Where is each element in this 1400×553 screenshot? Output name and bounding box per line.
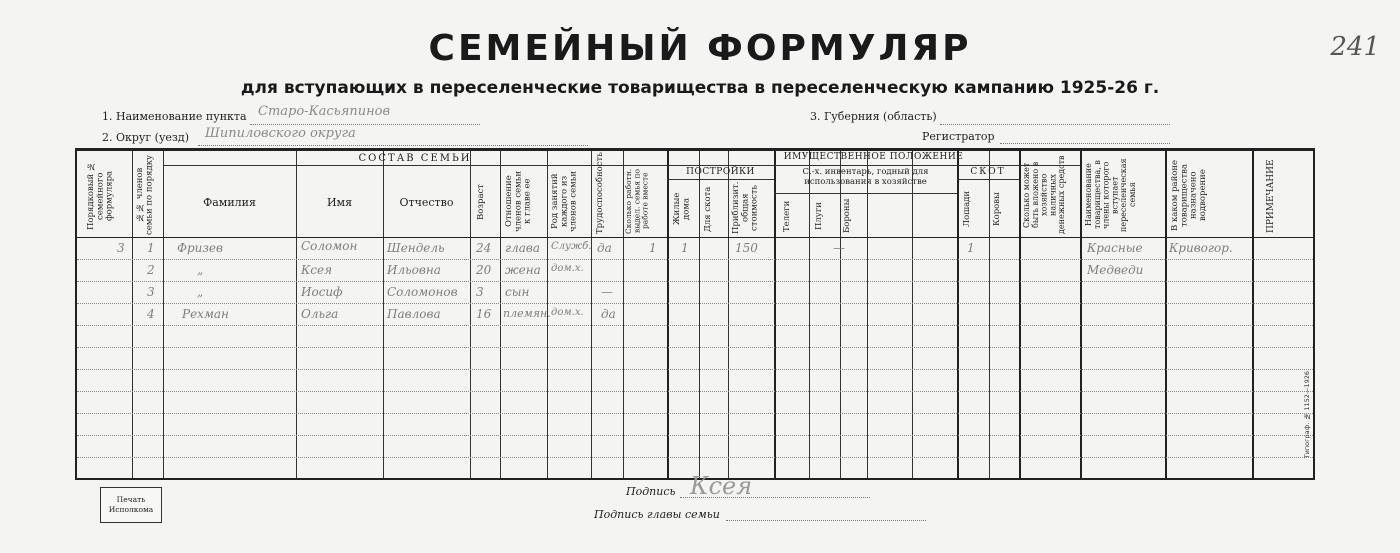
- cell-trud[interactable]: —: [601, 285, 613, 299]
- col-line: [1080, 151, 1082, 478]
- cell-otchestvo[interactable]: Ильовна: [387, 263, 441, 277]
- cell-imya[interactable]: Ольга: [301, 307, 339, 321]
- cell-rod[interactable]: дом.х.: [551, 307, 584, 318]
- col-line: [840, 151, 841, 478]
- hdr-korovy: Коровы: [992, 192, 1002, 226]
- col-line: [728, 151, 729, 478]
- cell-vozrast[interactable]: 20: [476, 263, 492, 277]
- hdr-trudosposobnost: Трудоспособность: [595, 152, 605, 234]
- cell-member[interactable]: 1: [147, 241, 155, 255]
- row-line: [77, 369, 1313, 370]
- cell-seq[interactable]: 3: [117, 241, 125, 255]
- col-line: [667, 151, 669, 478]
- cell-trud[interactable]: да: [601, 307, 616, 321]
- family-table: [75, 148, 1315, 480]
- row-line: [77, 347, 1313, 348]
- cell-vozrast[interactable]: 24: [476, 241, 492, 255]
- hdr-zhilye: Жилые дома: [672, 192, 692, 226]
- group-imushchestvo: ИМУЩЕСТВЕННОЕ ПОЛОЖЕНИЕ: [783, 152, 964, 162]
- hdr-vozrast: Возраст: [476, 184, 486, 220]
- col-line: [1019, 151, 1021, 478]
- signature-label: Подпись: [626, 485, 676, 498]
- cell-otchestvo[interactable]: Соломонов: [387, 285, 458, 299]
- col-line: [1252, 151, 1254, 478]
- cell-rod[interactable]: дом.х.: [551, 263, 584, 274]
- cell-otnoshenie[interactable]: сын: [505, 285, 530, 299]
- cell-familiya[interactable]: Фризев: [177, 241, 224, 255]
- group-line-postroyki: [667, 179, 774, 180]
- guberniya-label: 3. Губерния (область): [810, 110, 937, 123]
- form-title: СЕМЕЙНЫЙ ФОРМУЛЯР: [428, 28, 972, 69]
- guberniya-line[interactable]: [940, 124, 1170, 125]
- printer-note: Типограф. № 1152—1926: [1303, 371, 1311, 459]
- cell-familiya[interactable]: Рехман: [182, 307, 229, 321]
- hdr-otnoshenie: Отношение членов семьи к главе ее: [504, 170, 533, 232]
- cell-otnoshenie[interactable]: племян.: [503, 307, 551, 320]
- cell-otnoshenie[interactable]: глава: [505, 241, 540, 255]
- cell-trud[interactable]: да: [597, 241, 612, 255]
- cell-rabotn[interactable]: 1: [649, 241, 657, 255]
- cell-otchestvo[interactable]: Шендель: [387, 241, 445, 255]
- cell-tovarishchestvo[interactable]: Красные: [1087, 241, 1143, 255]
- punkt-value[interactable]: Старо-Касьяпинов: [258, 104, 391, 119]
- group-sostav: СОСТАВ СЕМЬИ: [358, 153, 472, 164]
- col-line: [591, 151, 592, 478]
- okrug-value[interactable]: Шипиловского округа: [205, 126, 356, 141]
- head-signature-label: Подпись главы семьи: [594, 508, 720, 521]
- cell-member[interactable]: 2: [147, 263, 155, 277]
- group-postroyki: ПОСТРОЙКИ: [686, 167, 755, 177]
- hdr-dlya-skota: Для скота: [703, 186, 713, 232]
- hdr-primechanie: ПРИМЕЧАНИЕ: [1266, 159, 1276, 233]
- group-line-imushchestvo: [667, 165, 1080, 166]
- cell-tovarishchestvo[interactable]: Медведи: [1087, 263, 1144, 277]
- hdr-imya: Имя: [326, 196, 353, 209]
- hdr-borony: Бороны: [842, 198, 852, 234]
- hdr-tovarishchestvo: Наименование товарищества, в члены которого вступает переселенческая семья: [1084, 158, 1137, 232]
- hdr-dengi: Сколько может быть вложено в хозяйство наличных денежных средств: [1022, 155, 1067, 235]
- punkt-label: 1. Наименование пункта: [102, 110, 247, 123]
- row-line: [77, 413, 1313, 414]
- hdr-seq-no: Порядковый № семейного формуляра: [86, 161, 115, 231]
- punkt-line: [250, 124, 480, 125]
- hdr-loshadi: Лошади: [962, 190, 972, 228]
- head-signature-line[interactable]: [726, 520, 926, 521]
- okrug-label: 2. Округ (уезд): [102, 131, 189, 144]
- hdr-familiya: Фамилия: [203, 196, 256, 209]
- hdr-stoimost: Приблизит. общая стоимость: [731, 181, 760, 235]
- cell-imya[interactable]: Иосиф: [301, 285, 343, 299]
- cell-member[interactable]: 4: [147, 307, 155, 321]
- group-line-sostav: [163, 165, 667, 166]
- col-line: [132, 151, 133, 478]
- group-line-inventar: [774, 193, 957, 194]
- col-line: [809, 151, 810, 478]
- hdr-otchestvo: Отчество: [399, 196, 454, 209]
- group-skot: СКОТ: [970, 167, 1006, 177]
- col-line: [912, 151, 913, 478]
- cell-otchestvo[interactable]: Павлова: [387, 307, 441, 321]
- row-line: [77, 391, 1313, 392]
- hdr-member-no: №№ членов семьи по порядку: [135, 154, 155, 235]
- signature-value[interactable]: Ксея: [690, 472, 753, 500]
- cell-imya[interactable]: Ксея: [301, 263, 333, 277]
- row-line: [77, 435, 1313, 436]
- hdr-skolko-rabotn: Сколько работн. выдел. семья по работе вместе: [624, 168, 650, 234]
- col-line: [989, 151, 990, 478]
- row-line: [77, 325, 1313, 326]
- cell-zhilye[interactable]: 1: [681, 241, 689, 255]
- cell-loshadi[interactable]: 1: [967, 241, 975, 255]
- okrug-line: [198, 145, 588, 146]
- form-subtitle: для вступающих в переселенческие товарищества в переселенческую кампанию 1925-26 г.: [240, 78, 1160, 98]
- registrator-line[interactable]: [1000, 143, 1170, 144]
- cell-familiya[interactable]: „: [197, 263, 204, 277]
- col-line: [470, 151, 471, 478]
- col-line: [867, 151, 868, 478]
- row-line: [77, 303, 1313, 304]
- header-divider: [77, 237, 1313, 238]
- cell-vozrast[interactable]: 3: [476, 285, 484, 299]
- stamp-box: Печать Исполкома: [100, 487, 162, 523]
- sheet-number: 241: [1330, 32, 1380, 62]
- hdr-plugi: Плуги: [814, 202, 824, 230]
- cell-plugi[interactable]: —: [833, 241, 845, 255]
- cell-stoimost[interactable]: 150: [735, 241, 758, 255]
- row-line: [77, 457, 1313, 458]
- hdr-rayon: В каком районе товарищества назначено водворение: [1170, 159, 1209, 231]
- group-line-skot: [957, 179, 1019, 180]
- cell-imya[interactable]: Соломон: [301, 239, 358, 253]
- group-inventar: С.-х. инвентарь, годный для использования в хозяйстве: [802, 167, 929, 188]
- hdr-telegi: Телеги: [782, 200, 792, 232]
- registrator-label: Регистратор: [922, 130, 995, 143]
- cell-rayon[interactable]: Кривогор.: [1169, 241, 1233, 255]
- col-line: [1165, 151, 1167, 478]
- col-line: [699, 151, 700, 478]
- col-line: [500, 151, 501, 478]
- cell-member[interactable]: 3: [147, 285, 155, 299]
- row-line: [77, 259, 1313, 260]
- col-line: [774, 151, 776, 478]
- row-line: [77, 281, 1313, 282]
- cell-vozrast[interactable]: 16: [476, 307, 492, 321]
- cell-rod[interactable]: Служб.: [551, 241, 592, 252]
- col-line: [957, 151, 959, 478]
- cell-otnoshenie[interactable]: жена: [505, 263, 541, 277]
- hdr-rod-zanyatiy: Род занятий каждого из членов семьи: [550, 170, 579, 232]
- cell-familiya[interactable]: „: [197, 285, 204, 299]
